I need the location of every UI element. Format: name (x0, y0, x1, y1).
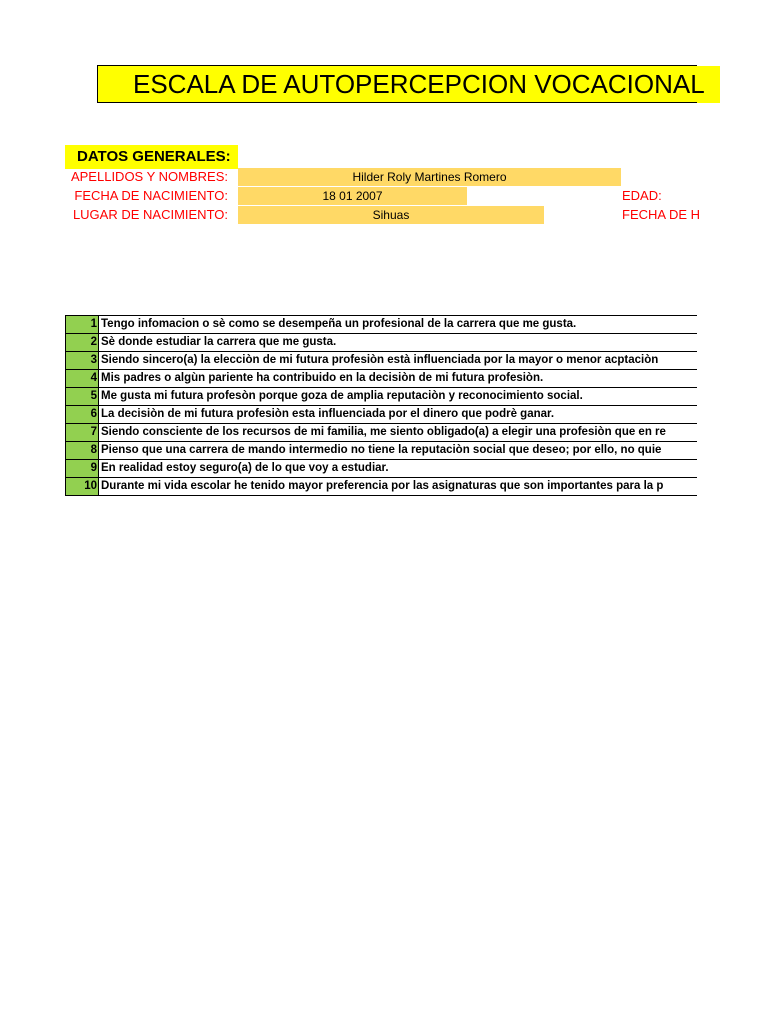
question-number-cell[interactable]: 2 (66, 334, 99, 352)
question-text-cell[interactable]: Pienso que una carrera de mando intermedio no tiene la reputaciòn social que deseo; por ello, no quie (99, 442, 698, 460)
name-value-cell[interactable]: Hilder Roly Martines Romero (238, 168, 621, 186)
table-row (66, 424, 698, 442)
page-title: ESCALA DE AUTOPERCEPCION VOCACIONAL (133, 69, 705, 99)
table-row (66, 406, 698, 424)
question-number-cell[interactable]: 4 (66, 370, 99, 388)
question-number-cell[interactable]: 7 (66, 424, 99, 442)
question-text-cell[interactable]: Sè donde estudiar la carrera que me gusta. (99, 334, 698, 352)
table-row (66, 352, 698, 370)
table-row (66, 334, 698, 352)
question-number-cell[interactable]: 3 (66, 352, 99, 370)
date-label: FECHA DE H (622, 207, 701, 222)
question-number-cell[interactable]: 5 (66, 388, 99, 406)
table-row (66, 442, 698, 460)
question-text-cell[interactable]: Siendo sincero(a) la elecciòn de mi futura profesiòn està influenciada por la mayor o menor acptaciòn (99, 352, 698, 370)
birthplace-value-cell[interactable]: Sihuas (238, 206, 544, 224)
age-label: EDAD: (622, 188, 662, 203)
table-row (66, 460, 698, 478)
question-number-cell[interactable]: 10 (66, 478, 99, 496)
birthdate-label: FECHA DE NACIMIENTO: (74, 188, 228, 203)
question-text-cell[interactable]: Mis padres o algùn pariente ha contribuido en la decisiòn de mi futura profesiòn. (99, 370, 698, 388)
birthplace-label: LUGAR DE NACIMIENTO: (72, 207, 228, 222)
table-row (66, 370, 698, 388)
question-text-cell[interactable]: En realidad estoy seguro(a) de lo que voy a estudiar. (99, 460, 698, 478)
question-number-cell[interactable]: 8 (66, 442, 99, 460)
question-number-cell[interactable]: 6 (66, 406, 99, 424)
question-text-cell[interactable]: Tengo infomacion o sè como se desempeña un profesional de la carrera que me gusta. (99, 316, 698, 334)
table-row (66, 478, 698, 496)
birthdate-value-cell[interactable]: 18 01 2007 (238, 187, 467, 205)
questions-table (65, 315, 697, 496)
name-label: APELLIDOS Y NOMBRES: (70, 169, 228, 184)
section-title: DATOS GENERALES: (77, 148, 231, 165)
question-text-cell[interactable]: Siendo consciente de los recursos de mi familia, me siento obligado(a) a elegir una profesiòn que en re (99, 424, 698, 442)
question-text-cell[interactable]: La decisiòn de mi futura profesiòn esta influenciada por el dinero que podrè ganar. (99, 406, 698, 424)
question-text-cell[interactable]: Me gusta mi futura profesòn porque goza de amplia reputaciòn y reconocimiento social. (99, 388, 698, 406)
question-text-cell[interactable]: Durante mi vida escolar he tenido mayor preferencia por las asignaturas que son importantes para la p (99, 478, 698, 496)
question-number-cell[interactable]: 1 (66, 316, 99, 334)
table-row (66, 316, 698, 334)
table-row (66, 388, 698, 406)
question-number-cell[interactable]: 9 (66, 460, 99, 478)
